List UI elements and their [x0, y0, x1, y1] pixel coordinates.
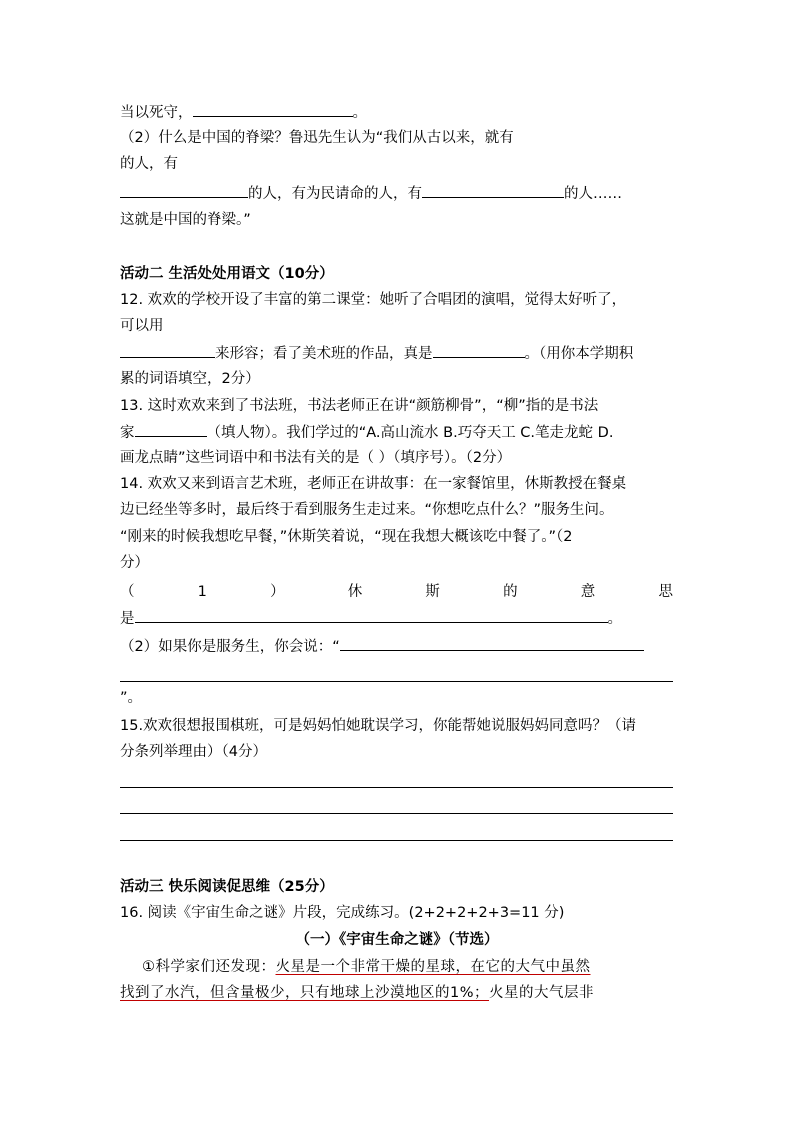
answer-blank: [193, 102, 353, 117]
answer-blank: [422, 183, 564, 198]
answer-line: [120, 813, 673, 814]
q14-sub1-line2: 是 。: [120, 608, 622, 629]
passage-title: （一）《宇宙生命之谜》（节选）: [295, 932, 499, 948]
answer-blank: [135, 608, 608, 623]
q14-line1: 14. 欢欢又来到语言艺术班，老师正在讲故事：在一家餐馆里，休斯教授在餐桌: [120, 476, 627, 492]
answer-line: [120, 787, 673, 788]
answer-blank: [135, 422, 207, 437]
q14-sub2-end: ”。: [120, 690, 143, 706]
q11-line3: 的人，有: [120, 156, 178, 172]
q15-line1: 15.欢欢很想报围棋班，可是妈妈怕她耽误学习，你能帮她说服妈妈同意吗？（请: [120, 718, 637, 734]
activity2-heading: 活动二 生活处处用语文（10分）: [120, 266, 334, 282]
q13-line1: 13. 这时欢欢来到了书法班，书法老师正在讲“颜筋柳骨”，“柳”指的是书法: [120, 398, 599, 414]
q14-sub2-line: （2）如果你是服务生，你会说：“: [120, 636, 644, 657]
q11-line5: 这就是中国的脊梁。”: [120, 212, 251, 228]
q14-line3: “刚来的时候我想吃早餐，”休斯笑着说，“现在我想大概该吃中餐了。”（2: [120, 529, 573, 545]
q11-line4: 的人，有为民请命的人，有 的人……: [120, 183, 622, 204]
q16-line1: 16. 阅读《宇宙生命之谜》片段，完成练习。(2+2+2+2+3=11 分): [120, 905, 565, 921]
passage-line1: ①科学家们还发现：火星是一个非常干燥的星球，在它的大气中虽然: [142, 959, 591, 975]
q15-line2: 分条列举理由）（4分）: [120, 744, 267, 760]
q12-line4: 累的词语填空，2分）: [120, 371, 260, 387]
q12-line2: 可以用: [120, 318, 164, 334]
answer-blank: [340, 636, 644, 651]
q13-line3: 画龙点睛”这些词语中和书法有关的是（ ）（填序号）。（2分）: [120, 450, 512, 466]
answer-blank: [120, 343, 215, 358]
answer-blank: [433, 343, 525, 358]
q11-line1: 当以死守， 。: [120, 102, 367, 123]
answer-line: [120, 840, 673, 841]
answer-blank: [120, 183, 248, 198]
underlined-sentence: 火星是一个非常干燥的星球，在它的大气中虽然: [275, 959, 591, 975]
answer-line: [120, 681, 673, 682]
activity3-heading: 活动三 快乐阅读促思维（25分）: [120, 879, 334, 895]
q12-line3: 来形容；看了美术班的作品，真是 。（用你本学期积: [120, 343, 633, 364]
underlined-sentence: 找到了水汽，但含量极少，只有地球上沙漠地区的1%；: [120, 985, 490, 1001]
q12-line1: 12. 欢欢的学校开设了丰富的第二课堂：她听了合唱团的演唱，觉得太好听了，: [120, 292, 627, 308]
q14-line2: 边已经坐等多时，最后终于看到服务生走过来。“你想吃点什么？”服务生问。: [120, 502, 614, 518]
q14-sub1-line1: （ 1 ） 休 斯 的 意 思: [120, 584, 673, 600]
q14-line4: 分）: [120, 555, 149, 571]
passage-line2: 找到了水汽，但含量极少，只有地球上沙漠地区的1%；火星的大气层非: [120, 985, 595, 1001]
q11-line2: （2）什么是中国的脊梁？鲁迅先生认为“我们从古以来，就有: [120, 130, 514, 146]
q13-line2: 家 （填人物）。我们学过的“A.高山流水 B.巧夺天工 C.笔走龙蛇 D.: [120, 422, 613, 443]
